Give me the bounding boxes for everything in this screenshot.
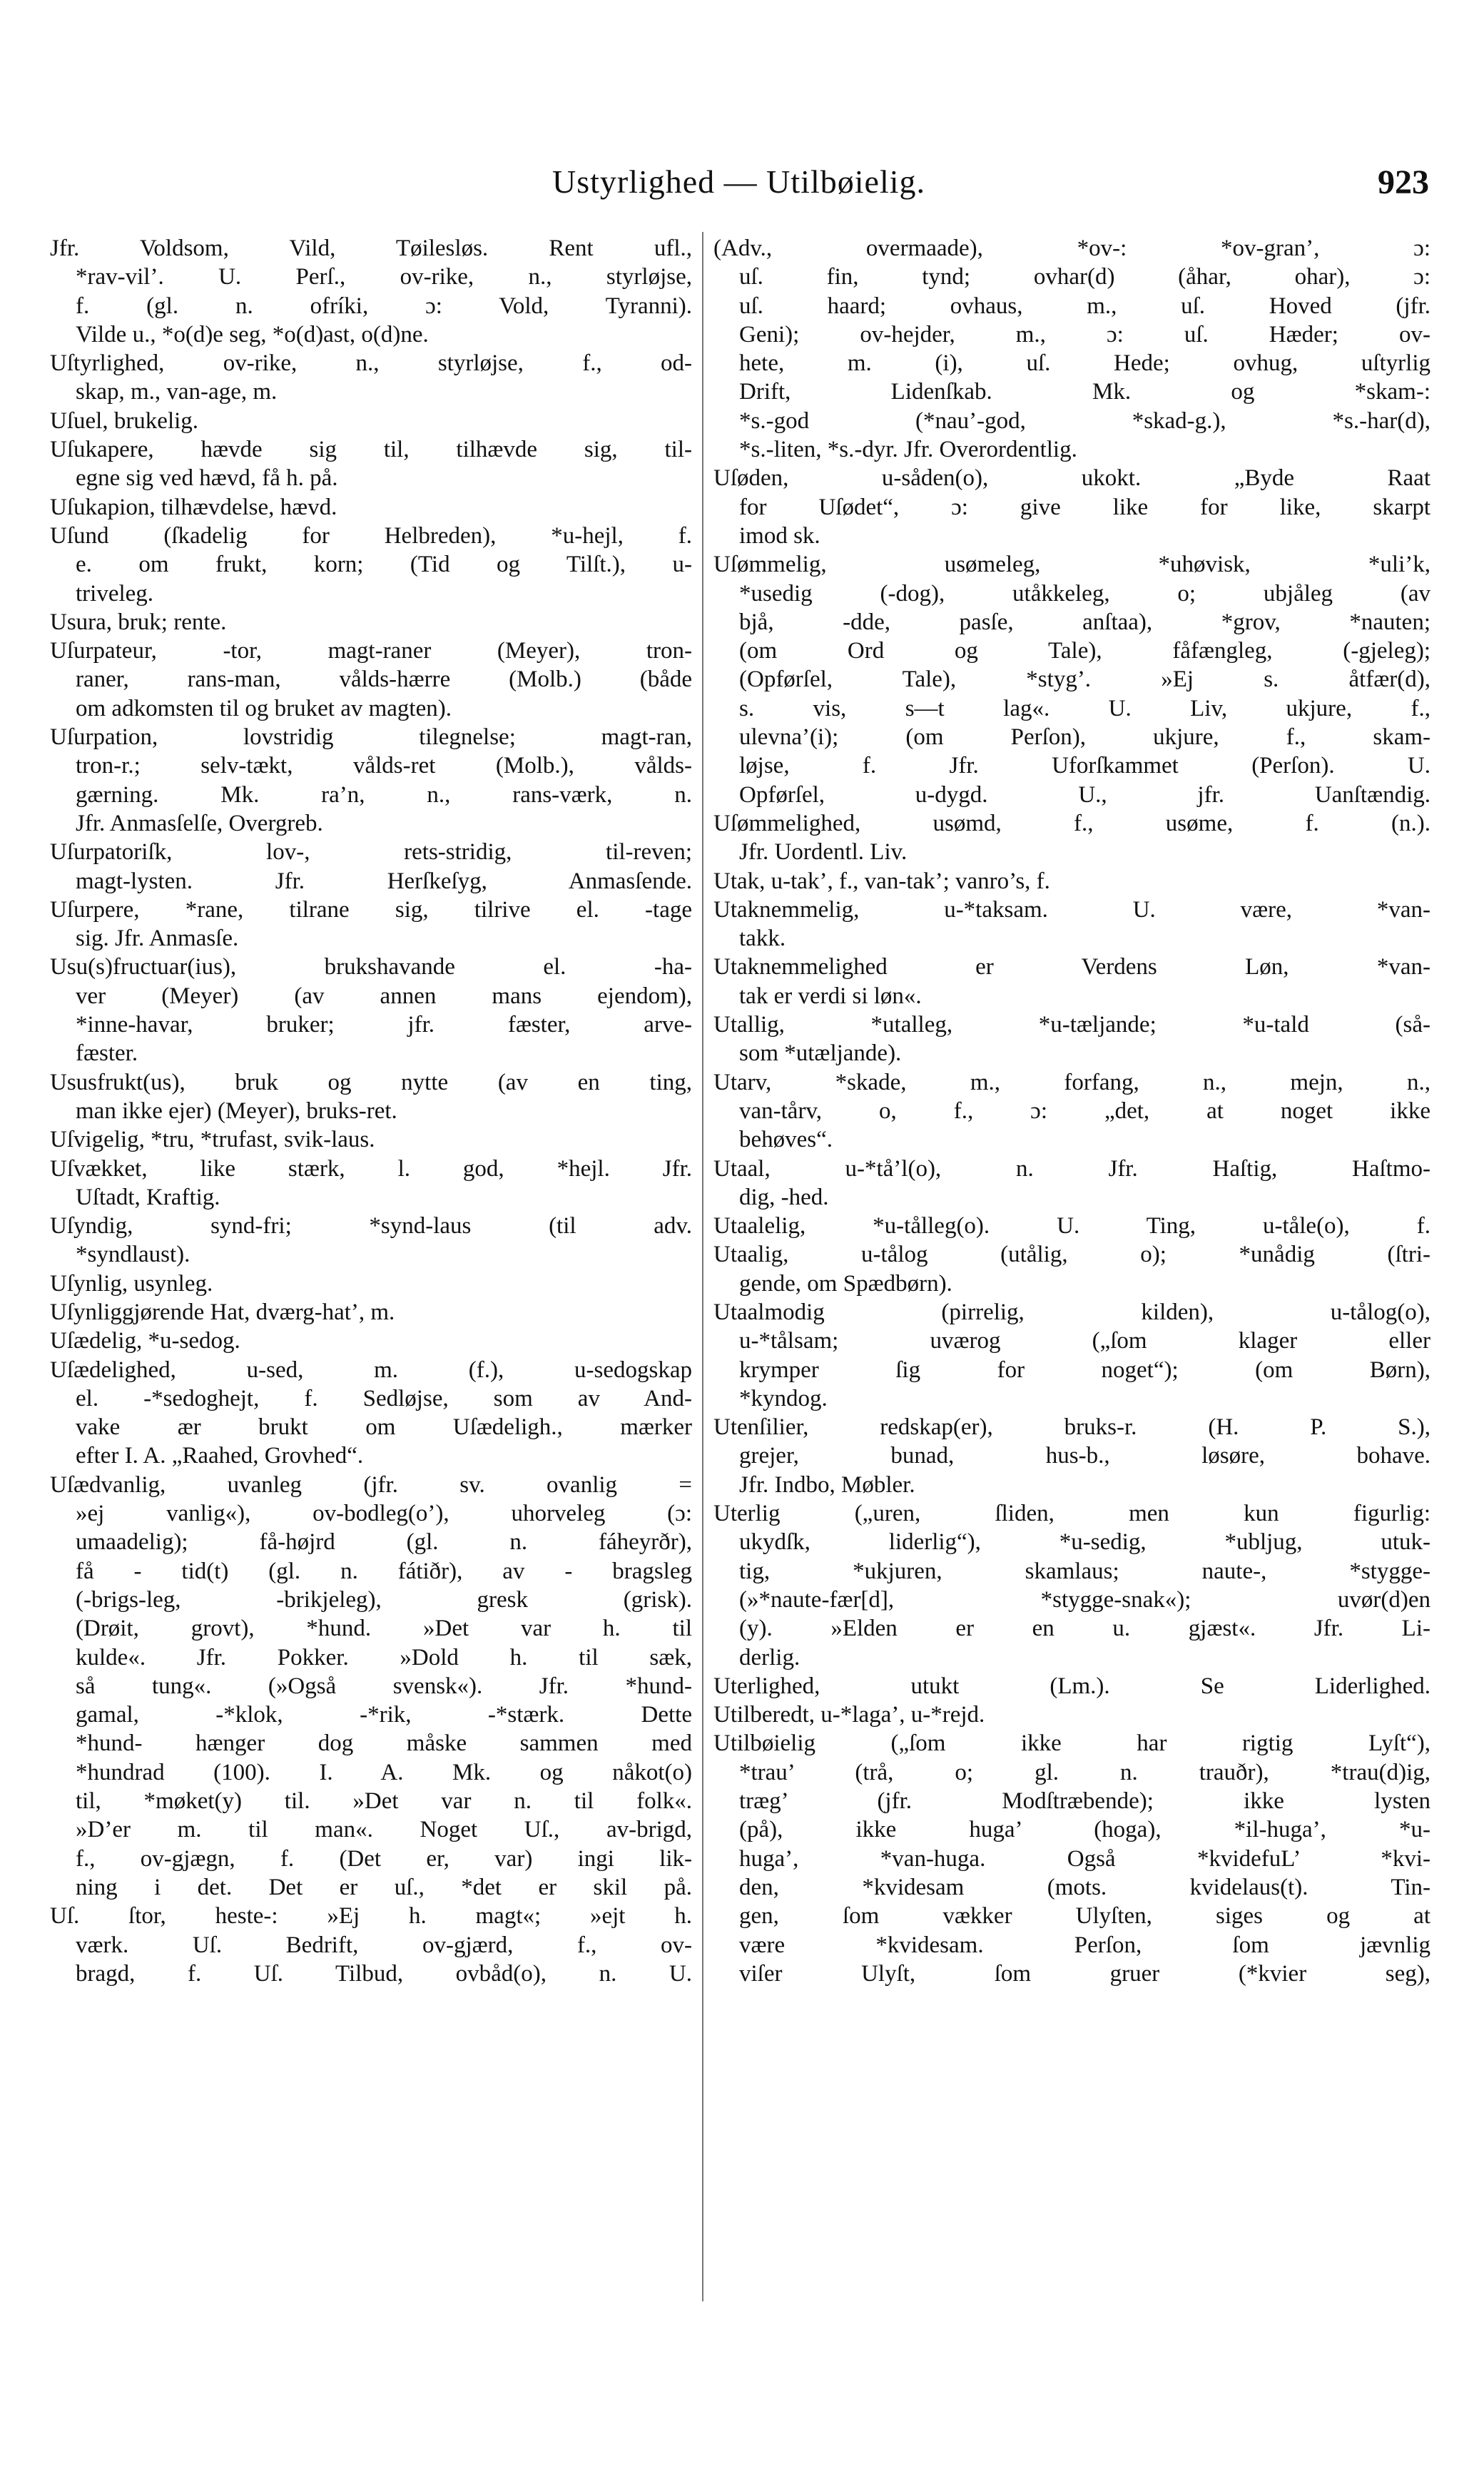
entry-continuation-line: umaadelig); få-højrd (gl. n. fáheyrðr), (76, 1529, 692, 1556)
entry-headword-line: Uſynlig, usynleg. (50, 1270, 213, 1297)
entry-continuation-line: ulevna’(i); (om Perſon), ukjure, f., skam- (739, 724, 1430, 751)
entry-continuation-line: f., ov-gjægn, f. (Det er, var) ingi lik- (76, 1845, 692, 1872)
entry-continuation-line: *hund- hænger dog måske sammen med (76, 1730, 692, 1757)
entry-continuation-line: (»*naute-fær[d], *stygge-snak«); uvør(d)en (739, 1586, 1430, 1613)
right-column (713, 234, 1430, 1988)
entry-continuation-line: *inne-havar, bruker; jfr. fæster, arve- (76, 1012, 692, 1038)
entry-continuation-line: gende, om Spædbørn). (739, 1270, 952, 1297)
entry-headword-line: Utilberedt, u-*laga’, u-*rejd. (713, 1702, 985, 1728)
entry-continuation-line: ukydſk, liderlig“), *u-sedig, *ubljug, utuk- (739, 1529, 1430, 1556)
entry-headword-line: Utaal, u-*tå’l(o), n. Jfr. Haſtig, Haſtmo- (713, 1155, 1430, 1182)
entry-continuation-line: uſ. haard; ovhaus, m., uſ. Hoved (jfr. (739, 293, 1430, 319)
entry-headword-line: Uſukapion, tilhævdelse, hævd. (50, 494, 337, 520)
entry-continuation-line: hete, m. (i), uſ. Hede; ovhug, uſtyrlig (739, 350, 1430, 377)
entry-continuation-line: få - tid(t) (gl. n. fátiðr), av - bragsleg (76, 1558, 692, 1584)
entry-continuation-line: bragd, f. Uſ. Tilbud, ovbåd(o), n. U. (76, 1960, 692, 1987)
entry-headword-line: Utenſilier, redskap(er), bruks-r. (H. P. S.), (713, 1414, 1430, 1441)
entry-continuation-line: huga’, *van-huga. Også *kvidefuL’ *kvi- (739, 1845, 1430, 1872)
entry-continuation-line: Opførſel, u-dygd. U., jfr. Uanſtændig. (739, 781, 1430, 808)
entry-headword-line: Uſurpere, *rane, tilrane sig, tilrive el. -tage (50, 896, 692, 923)
entry-continuation-line: træg’ (jfr. Modſtræbende); ikke lysten (739, 1788, 1430, 1815)
entry-headword-line: Uſukapere, hævde sig til, tilhævde sig, til- (50, 437, 692, 463)
entry-continuation-line: sig. Jfr. Anmasſe. (76, 926, 239, 952)
entry-headword-line: Uſvigelig, *tru, *trufast, svik-laus. (50, 1127, 375, 1153)
entry-continuation-line: så tung«. (»Også svensk«). Jfr. *hund- (76, 1673, 692, 1699)
entry-continuation-line: tron-r.; selv-tækt, vålds-ret (Molb.), vålds- (76, 753, 692, 779)
entry-continuation-line: el. -*sedoghejt, f. Sedløjse, som av And- (76, 1385, 692, 1411)
entry-continuation-line: (y). »Elden er en u. gjæst«. Jfr. Li- (739, 1616, 1430, 1642)
entry-continuation-line: den, *kvidesam (mots. kvidelaus(t). Tin- (739, 1874, 1430, 1900)
entry-continuation-line: *s.-god (*nau’-god, *skad-g.), *s.-har(d), (739, 407, 1430, 434)
entry-headword-line: Uſømmelig, usømeleg, *uhøvisk, *uli’k, (713, 552, 1430, 578)
entry-headword-line: Uſuel, brukelig. (50, 407, 199, 434)
entry-headword-line: Usu(s)fructuar(ius), brukshavande el. -ha- (50, 954, 692, 980)
entry-continuation-line: ning i det. Det er uſ., *det er skil på. (76, 1874, 692, 1900)
entry-headword-line: Uſund (ſkadelig for Helbreden), *u-hejl, f. (50, 522, 692, 549)
entry-continuation-line: Jfr. Indbo, Møbler. (739, 1471, 915, 1498)
entry-continuation-line: tak er verdi si løn«. (739, 983, 922, 1009)
entry-continuation-line: *s.-liten, *s.-dyr. Jfr. Overordentlig. (739, 437, 1077, 463)
entry-headword-line: (Adv., overmaade), *ov-: *ov-gran’, ɔ: (713, 235, 1430, 261)
entry-headword-line: Uſøden, u-såden(o), ukokt. „Byde Raat (713, 465, 1430, 492)
running-head: Ustyrlighed — Utilbøielig. (552, 163, 925, 200)
entry-continuation-line: *syndlaust). (76, 1242, 190, 1268)
page-number: 923 (1378, 163, 1429, 201)
entry-continuation-line: *trau’ (trå, o; gl. n. trauðr), *trau(d)ig, (739, 1759, 1430, 1785)
entry-headword-line: Ususfrukt(us), bruk og nytte (av en ting, (50, 1069, 692, 1095)
entry-continuation-line: efter I. A. „Raahed, Grovhed“. (76, 1443, 364, 1469)
entry-continuation-line: bjå, -dde, pasſe, anſtaa), *grov, *nauten; (739, 609, 1430, 635)
entry-headword-line: Uſynliggjørende Hat, dværg-hat’, m. (50, 1299, 395, 1325)
entry-continuation-line: løjse, f. Jfr. Uforſkammet (Perſon). U. (739, 753, 1430, 779)
entry-headword-line: Uſædelig, *u-sedog. (50, 1328, 240, 1354)
entry-continuation-line: om adkomsten til og bruket av magten). (76, 695, 452, 721)
entry-headword-line: Utak, u-tak’, f., van-tak’; vanro’s, f. (713, 868, 1050, 894)
entry-headword-line: Uſ. ſtor, heste-: »Ej h. magt«; »ejt h. (50, 1903, 692, 1930)
entry-continuation-line: egne sig ved hævd, få h. på. (76, 465, 338, 492)
entry-continuation-line: magt-lysten. Jfr. Herſkeſyg, Anmasſende. (76, 868, 692, 894)
entry-continuation-line: fæster. (76, 1040, 138, 1067)
entry-headword-line: Jfr. Voldsom, Vild, Tøilesløs. Rent ufl., (50, 235, 692, 261)
entry-headword-line: Uterlighed, utukt (Lm.). Se Liderlighed. (713, 1673, 1430, 1699)
entry-continuation-line: derlig. (739, 1644, 801, 1671)
page-header (49, 163, 1429, 206)
entry-continuation-line: takk. (739, 926, 786, 952)
entry-continuation-line: behøves“. (739, 1127, 833, 1153)
entry-headword-line: Utaalmodig (pirrelig, kilden), u-tålog(o), (713, 1299, 1430, 1325)
entry-headword-line: Uterlig („uren, ſliden, men kun figurlig: (713, 1501, 1430, 1527)
entry-continuation-line: Drift, Lidenſkab. Mk. og *skam-: (739, 379, 1430, 405)
entry-continuation-line: raner, rans-man, vålds-hærre (Molb.) (både (76, 666, 692, 693)
entry-continuation-line: være *kvidesam. Perſon, ſom jævnlig (739, 1932, 1430, 1958)
entry-continuation-line: (-brigs-leg, -brikjeleg), gresk (grisk). (76, 1586, 692, 1613)
entry-continuation-line: Geni); ov-hejder, m., ɔ: uſ. Hæder; ov- (739, 321, 1430, 348)
entry-continuation-line: Jfr. Uordentl. Liv. (739, 839, 908, 866)
entry-continuation-line: f. (gl. n. ofríki, ɔ: Vold, Tyranni). (76, 293, 692, 319)
entry-headword-line: Utarv, *skade, m., forfang, n., mejn, n., (713, 1069, 1430, 1095)
entry-continuation-line: man ikke ejer) (Meyer), bruks-ret. (76, 1098, 397, 1124)
entry-continuation-line: (om Ord og Tale), fåfængleg, (-gjeleg); (739, 638, 1430, 664)
entry-continuation-line: tig, *ukjuren, skamlaus; naute-, *stygge- (739, 1558, 1430, 1584)
entry-headword-line: Uſurpation, lovstridig tilegnelse; magt-ran, (50, 724, 692, 751)
entry-continuation-line: for Uſødet“, ɔ: give like for like, skarpt (739, 494, 1430, 520)
entry-continuation-line: imod sk. (739, 522, 820, 549)
entry-continuation-line: *rav-vil’. U. Perſ., ov-rike, n., styrløjse, (76, 264, 692, 290)
entry-continuation-line: dig, -hed. (739, 1184, 829, 1210)
entry-headword-line: Uſædelighed, u-sed, m. (f.), u-sedogskap (50, 1357, 692, 1383)
entry-continuation-line: vake ær brukt om Uſædeligh., mærker (76, 1414, 692, 1441)
entry-continuation-line: Vilde u., *o(d)e seg, *o(d)ast, o(d)ne. (76, 321, 429, 348)
entry-continuation-line: e. om frukt, korn; (Tid og Tilſt.), u- (76, 552, 692, 578)
entry-continuation-line: triveleg. (76, 580, 154, 607)
column-rule (702, 232, 703, 2301)
entry-headword-line: Uſædvanlig, uvanleg (jfr. sv. ovanlig = (50, 1471, 692, 1498)
entry-headword-line: Uſtyrlighed, ov-rike, n., styrløjse, f., od- (50, 350, 692, 377)
entry-continuation-line: (Opførſel, Tale), *styg’. »Ej s. åtfær(d), (739, 666, 1430, 693)
entry-continuation-line: *hundrad (100). I. A. Mk. og nåkot(o) (76, 1759, 692, 1785)
entry-headword-line: Utaalig, u-tålog (utålig, o); *unådig (ſtri- (713, 1242, 1430, 1268)
entry-headword-line: Uſømmelighed, usømd, f., usøme, f. (n.). (713, 810, 1430, 836)
entry-continuation-line: til, *møket(y) til. »Det var n. til folk«. (76, 1788, 692, 1815)
entry-continuation-line: grejer, bunad, hus-b., løsøre, bohave. (739, 1443, 1430, 1469)
entry-continuation-line: van-tårv, o, f., ɔ: „det, at noget ikke (739, 1098, 1430, 1124)
entry-continuation-line: u-*tålsam; uværog („ſom klager eller (739, 1328, 1430, 1354)
entry-continuation-line: Jfr. Anmasſelſe, Overgreb. (76, 810, 323, 836)
entry-continuation-line: ver (Meyer) (av annen mans ejendom), (76, 983, 692, 1009)
entry-headword-line: Uſvækket, like stærk, l. god, *hejl. Jfr. (50, 1155, 692, 1182)
entry-continuation-line: uſ. fin, tynd; ovhar(d) (åhar, ohar), ɔ: (739, 264, 1430, 290)
entry-continuation-line: som *utæljande). (739, 1040, 902, 1067)
entry-continuation-line: gærning. Mk. ra’n, n., rans-værk, n. (76, 781, 692, 808)
entry-continuation-line: »D’er m. til man«. Noget Uſ., av-brigd, (76, 1817, 692, 1843)
entry-headword-line: Uſyndig, synd-fri; *synd-laus (til adv. (50, 1213, 692, 1240)
entry-continuation-line: (Drøit, grovt), *hund. »Det var h. til (76, 1616, 692, 1642)
entry-continuation-line: krymper ſig for noget“); (om Børn), (739, 1357, 1430, 1383)
entry-continuation-line: gen, ſom vækker Ulyſten, siges og at (739, 1903, 1430, 1930)
entry-continuation-line: viſer Ulyſt, ſom gruer (*kvier seg), (739, 1960, 1430, 1987)
entry-continuation-line: *usedig (-dog), utåkkeleg, o; ubjåleg (av (739, 580, 1430, 607)
entry-headword-line: Utilbøielig („ſom ikke har rigtig Lyſt“), (713, 1730, 1430, 1757)
entry-continuation-line: »ej vanlig«), ov-bodleg(o’), uhorveleg (ɔ: (76, 1501, 692, 1527)
left-column (50, 234, 692, 1988)
entry-headword-line: Utaalelig, *u-tålleg(o). U. Ting, u-tåle(o), f. (713, 1213, 1430, 1240)
entry-continuation-line: kulde«. Jfr. Pokker. »Dold h. til sæk, (76, 1644, 692, 1671)
entry-headword-line: Utaknemmelig, u-*taksam. U. være, *van- (713, 896, 1430, 923)
entry-headword-line: Usura, bruk; rente. (50, 609, 227, 635)
entry-continuation-line: skap, m., van-age, m. (76, 379, 278, 405)
entry-continuation-line: *kyndog. (739, 1385, 828, 1411)
entry-headword-line: Utallig, *utalleg, *u-tæljande; *u-tald (så- (713, 1012, 1430, 1038)
entry-continuation-line: Uſtadt, Kraftig. (76, 1184, 220, 1210)
entry-continuation-line: værk. Uſ. Bedrift, ov-gjærd, f., ov- (76, 1932, 692, 1958)
entry-headword-line: Uſurpatoriſk, lov-, rets-stridig, til-reven; (50, 839, 692, 866)
entry-headword-line: Uſurpateur, -tor, magt-raner (Meyer), tron- (50, 638, 692, 664)
entry-headword-line: Utaknemmelighed er Verdens Løn, *van- (713, 954, 1430, 980)
entry-continuation-line: s. vis, s—t lag«. U. Liv, ukjure, f., (739, 695, 1430, 721)
entry-continuation-line: gamal, -*klok, -*rik, -*stærk. Dette (76, 1702, 692, 1728)
entry-continuation-line: (på), ikke huga’ (hoga), *il-huga’, *u- (739, 1817, 1430, 1843)
